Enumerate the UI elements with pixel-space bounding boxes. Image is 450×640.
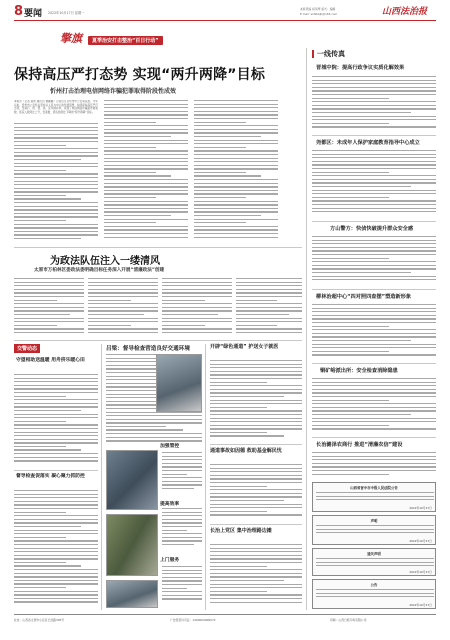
sidebar-item-body (312, 76, 436, 132)
mid-item-title: 长治上党区 集中治理路边摊 (210, 528, 272, 534)
divider (205, 344, 206, 610)
sidebar-item-title: 柳林治超中心“四对照四查摆”塑造新形象 (316, 294, 412, 300)
notice-box (312, 515, 436, 545)
lead-body-col3 (194, 100, 278, 243)
news-photo (106, 450, 158, 510)
sidebar-item-title: 尧都区：未成年人保护家庭教育指导中心成立 (316, 140, 420, 146)
sidebar-item-body (312, 452, 436, 478)
campaign-banner (60, 30, 220, 50)
page-header (0, 0, 450, 22)
date-line: 2022年10月17日 星期一 (48, 11, 85, 15)
second-subtitle: 太原市万柏林区委政法委明确目标任务深入开展“清廉政法”创建 (34, 268, 165, 273)
notice-box (312, 548, 436, 576)
mid-item-body (210, 544, 302, 606)
second-body-col1 (14, 278, 84, 336)
editor-line: 本版责编 杨凤琴 版式：编辑 (300, 7, 336, 11)
lead-body-col2 (104, 100, 188, 243)
photo-caption: 提高效率 (160, 502, 180, 507)
mid-item-title: 开辟“绿色通道” 护送女子就医 (210, 344, 279, 350)
col-item-body (14, 374, 98, 466)
notice-body (316, 558, 434, 568)
divider (312, 363, 436, 364)
col-item-body (14, 490, 98, 606)
news-photo (106, 580, 158, 608)
second-title: 为政法队伍注入一缕清风 (50, 256, 160, 267)
divider (312, 437, 436, 438)
second-body-col3 (162, 278, 232, 336)
lead-title: 保持高压严打态势 实现“两升两降”目标 (14, 67, 266, 83)
footer-right: 印刷：山西日报印务有限公司 (330, 618, 367, 622)
photo-story-body (162, 508, 202, 550)
sidebar-title: 一线传真 (317, 50, 345, 58)
notice-date: 2022年10月17日 (409, 570, 432, 574)
notice-date: 2022年10月17日 (409, 506, 432, 510)
masthead-logo: 山西法治报 (382, 7, 428, 17)
page-number: 8 (14, 4, 24, 19)
sidebar-bar (312, 50, 314, 58)
header-rule (14, 20, 436, 21)
notice-title: 遗失声明 (367, 552, 381, 556)
column-kicker: 交警动态 (14, 344, 40, 353)
mid-item-title: 通道事故如因德 救助基金解民忧 (210, 448, 282, 454)
photo-story-body (162, 566, 202, 606)
sidebar-item-body (312, 378, 436, 434)
divider (312, 135, 436, 136)
notice-date: 2022年10月17日 (409, 539, 432, 543)
news-photo (156, 354, 202, 412)
sidebar-item-title: 长治潞泽农商行 推进“清廉农信”建设 (316, 442, 403, 448)
sidebar-item-body (312, 304, 436, 360)
sidebar-item-title: 铜矿峪派出所：安全检查消除隐患 (320, 368, 398, 374)
mid-item-body (210, 360, 302, 440)
photo-caption: 上门服务 (160, 558, 180, 563)
notice-box (312, 482, 436, 512)
divider (312, 289, 436, 290)
notice-body (316, 589, 434, 601)
notice-body (316, 525, 434, 537)
divider (306, 48, 307, 610)
divider (101, 344, 102, 610)
notice-title: 公告 (370, 583, 378, 587)
footer-mid: 广告经营许可证：1400004000072 (170, 618, 216, 622)
sidebar-item-title: 方山警方：快侦快破提升群众安全感 (330, 226, 414, 232)
col-item-title: 守望相助送温暖 用舟挤乐暖心田 (16, 358, 85, 363)
mid-item-body (210, 464, 302, 520)
notice-date: 2022年10月17日 (409, 603, 432, 607)
banner-slogan: 夏季治安打击整治“百日行动” (88, 36, 163, 45)
sidebar-item-body (312, 150, 436, 218)
footer-left: 社址：山西省太原市小店区长治路305号 (14, 618, 65, 622)
second-body-col2 (88, 278, 158, 336)
notice-title: 声明 (370, 519, 378, 523)
email-line: E-mail: sxfzbbjb@163.com (300, 12, 338, 16)
divider (14, 247, 302, 248)
sidebar-item-title: 晋城中院：提高行政争议实质化解效果 (316, 65, 405, 71)
sidebar-item-body (312, 236, 436, 286)
divider (312, 221, 436, 222)
notice-title: 山西省晋中市中级人民法院公告 (350, 486, 398, 490)
divider (14, 340, 302, 341)
photo-caption: 加强管控 (160, 444, 180, 449)
col-item-title: 督导检查促落实 凝心聚力抓防控 (16, 474, 85, 479)
divider (210, 524, 302, 525)
sidebar-section-title (312, 48, 436, 60)
photo-story-body (162, 452, 202, 494)
divider (210, 444, 302, 445)
notice-box (312, 579, 436, 609)
section-name: 要闻 (24, 9, 43, 19)
banner-stamp: 擎旗 (60, 32, 82, 45)
notice-body (316, 492, 434, 504)
photo-story-title: 吕梁：督导检查营造良好交通环境 (106, 346, 190, 352)
news-photo (106, 514, 158, 576)
lead-body-col1 (14, 123, 98, 243)
second-body-col4 (236, 278, 302, 336)
footer-rule (14, 614, 436, 615)
divider (14, 470, 98, 471)
lead-intro: 本报讯（记者 南伟 通讯员 曹鹏鹏）记者近日从忻州市公安局获悉，今年以来，忻州市公安机关坚持以人民为中心的发展思想，持续保持高压严打态势，坚持打、防、管、控、宣多措并举，实现了电信网络诈骗案件破案数、抓获人数同比上升，发案数、损失数同比下降的“两升两降”目标。 (14, 100, 98, 114)
lead-subtitle: 忻州打击治理电信网络诈骗犯罪取得阶段性成效 (50, 88, 177, 95)
